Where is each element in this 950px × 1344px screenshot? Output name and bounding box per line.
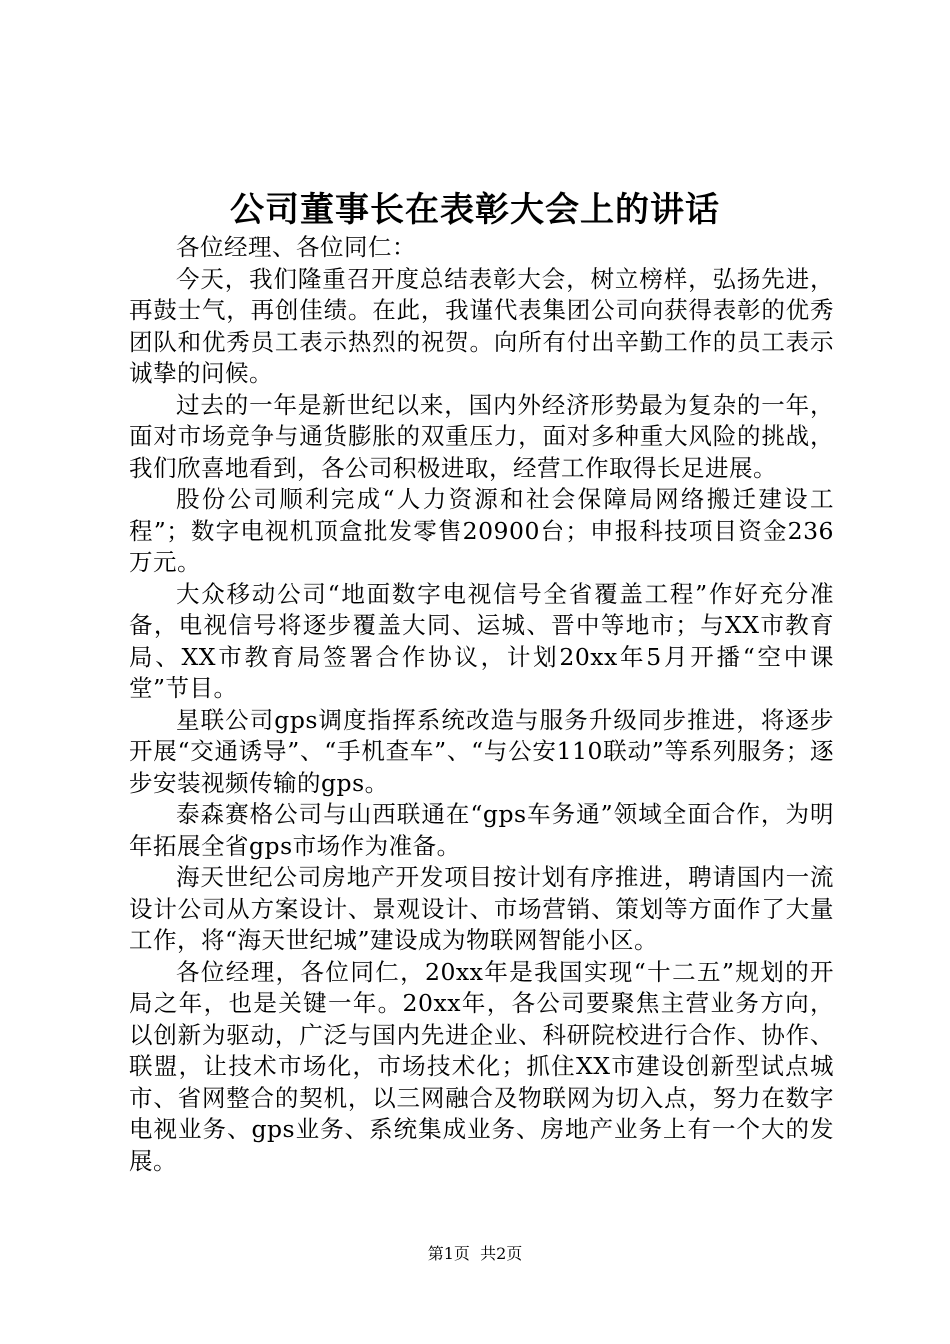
page-number: 第1页 — [427, 1244, 470, 1263]
body-paragraph: 过去的一年是新世纪以来，国内外经济形势最为复杂的一年，面对市场竞争与通货膨胀的双重压力，面对多种重大风险的挑战，我们欣喜地看到，各公司积极进取，经营工作取得长足进展。 — [129, 390, 834, 482]
body-paragraph: 大众移动公司“地面数字电视信号全省覆盖工程”作好充分准备，电视信号将逐步覆盖大同、运城、晋中等地市；与XX市教育局、XX市教育局签署合作协议，计划20xx年5月开播“空中课堂”节目。 — [129, 579, 834, 702]
page-total: 共2页 — [480, 1244, 523, 1263]
page-footer — [0, 1243, 950, 1265]
footer-separator — [470, 1244, 480, 1263]
document-body — [129, 232, 834, 1177]
salutation-paragraph: 各位经理、各位同仁： — [176, 233, 416, 261]
body-paragraph: 海天世纪公司房地产开发项目按计划有序推进，聘请国内一流设计公司从方案设计、景观设计、市场营销、策划等方面作了大量工作，将“海天世纪城”建设成为物联网智能小区。 — [129, 863, 834, 954]
body-paragraph: 泰森赛格公司与山西联通在“gps车务通”领域全面合作，为明年拓展全省gps市场作为准备。 — [129, 800, 834, 860]
body-paragraph: 星联公司gps调度指挥系统改造与服务升级同步推进，将逐步开展“交通诱导”、“手机查车”、“与公安110联动”等系列服务；逐步安装视频传输的gps。 — [129, 705, 834, 797]
document-title: 公司董事长在表彰大会上的讲话 — [230, 190, 720, 230]
body-paragraph: 股份公司顺利完成“人力资源和社会保障局网络搬迁建设工程”；数字电视机顶盒批发零售20900台；申报科技项目资金236万元。 — [129, 485, 834, 576]
body-paragraph: 各位经理，各位同仁，20xx年是我国实现“十二五”规划的开局之年，也是关键一年。20xx年，各公司要聚焦主营业务方向，以创新为驱动，广泛与国内先进企业、科研院校进行合作、协作、联盟，让技术市场化，市场技术化；抓住XX市建设创新型试点城市、省网整合的契机，以三网融合及物联网为切入点，努力在数字电视业务、gps业务、系统集成业务、房地产业务上有一个大的发展。 — [129, 957, 834, 1175]
body-paragraph: 今天，我们隆重召开度总结表彰大会，树立榜样，弘扬先进，再鼓士气，再创佳绩。在此，我谨代表集团公司向获得表彰的优秀团队和优秀员工表示热烈的祝贺。向所有付出辛勤工作的员工表示诚挚的问候。 — [129, 264, 834, 387]
